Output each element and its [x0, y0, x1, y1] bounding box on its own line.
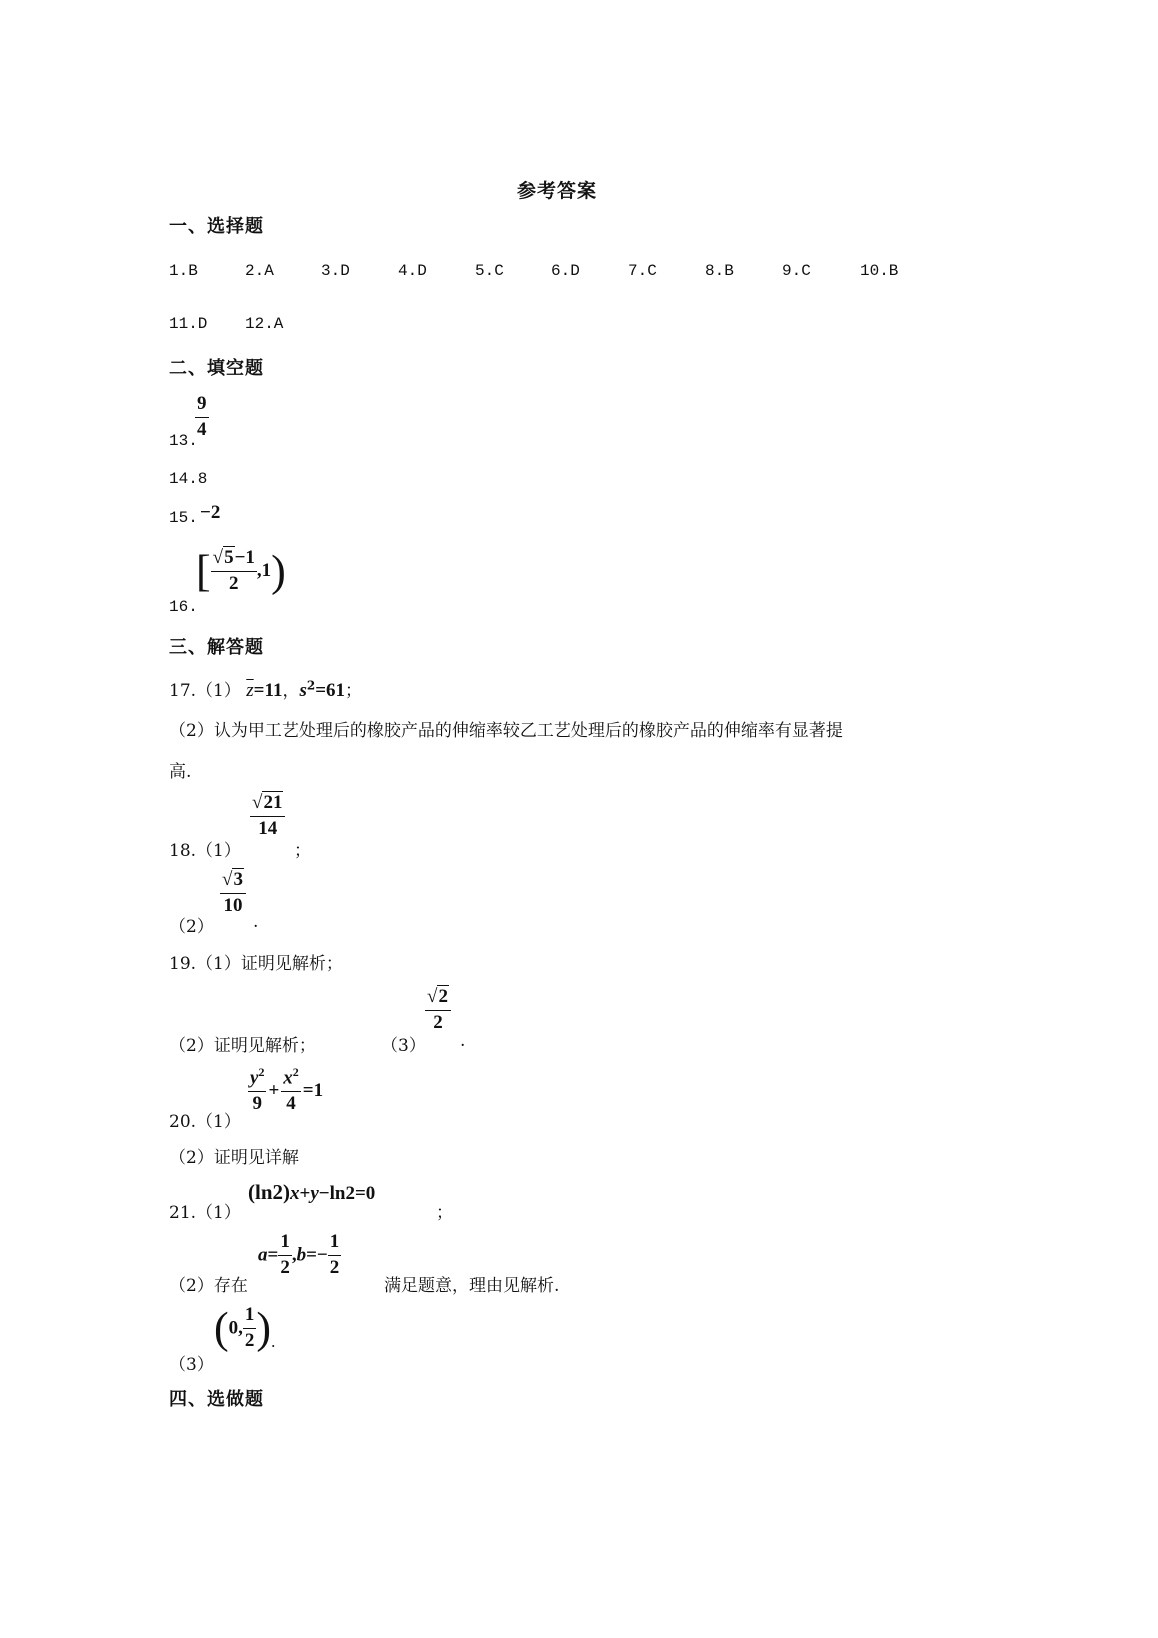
q21-b: b — [296, 1244, 307, 1266]
q17-s-exponent: 2 — [306, 678, 316, 693]
q16-label: 16. — [169, 598, 198, 616]
section-heading-choice: 一、选择题 — [169, 216, 264, 237]
q17-part2-line1: （2）认为甲工艺处理后的橡胶产品的伸缩率较乙工艺处理后的橡胶产品的伸缩率有显著提 — [169, 721, 843, 741]
q21-ln2-coeff: (ln2) — [248, 1180, 290, 1204]
q17-zbar: $\overline{z}$ — [246, 680, 254, 701]
q21-a: a — [258, 1244, 268, 1266]
q19-part2: （2）证明见解析； — [169, 1036, 316, 1056]
section-heading-optional: 四、选做题 — [169, 1389, 264, 1410]
q18-label: 18.（1） — [169, 841, 241, 861]
q20-label: 20.（1） — [169, 1112, 241, 1132]
q17-mean-value: =11 — [253, 680, 283, 701]
q13-denominator: 4 — [197, 418, 207, 440]
q21-comma: , — [291, 1244, 297, 1266]
q15-value: −2 — [200, 502, 221, 523]
q21-rest: −ln2=0 — [318, 1183, 376, 1204]
mc-answer: 6.D — [551, 262, 580, 280]
q18-end-1: ； — [294, 841, 311, 861]
q20-part2: （2）证明见详解 — [169, 1148, 299, 1168]
q18-denominator-1: 14 — [258, 817, 278, 839]
q21-a-equals: = — [267, 1244, 279, 1266]
q18-denominator-2: 10 — [223, 894, 243, 916]
q19-fraction: $\frac{√2}{2}$ — [425, 987, 451, 1034]
q15-label: 15. — [169, 509, 198, 527]
q18-fraction-1: $\frac{√21}{14}$ — [250, 793, 285, 840]
q21-c-numerator: 1 — [243, 1305, 257, 1329]
section-heading-solve: 三、解答题 — [169, 637, 264, 658]
mc-answer: 11.D — [169, 315, 208, 333]
mc-answer: 5.C — [475, 262, 504, 280]
mc-answer: 3.D — [321, 262, 350, 280]
q20-x: x — [283, 1067, 293, 1089]
q19-part1: 19.（1）证明见解析； — [169, 954, 343, 974]
mc-answer: 2.A — [245, 262, 274, 280]
q21-right-paren: ) — [256, 1303, 272, 1353]
q18-fraction-2: $\frac{√3}{10}$ — [220, 870, 246, 917]
q21-b-equals: =− — [306, 1244, 328, 1266]
q21-y: y — [310, 1183, 319, 1204]
q13-fraction — [195, 394, 209, 441]
q16-denominator: 2 — [229, 572, 239, 594]
q21-interval — [214, 1305, 275, 1352]
q20-x-exponent: 2 — [292, 1065, 299, 1079]
q20-x-denominator: 4 — [286, 1093, 296, 1115]
q19-end: . — [460, 1031, 466, 1051]
q17-s-symbol: s — [299, 680, 307, 701]
q21-b-denominator: 2 — [329, 1256, 340, 1278]
q21-end-1: ； — [436, 1203, 453, 1223]
mc-answer: 10.B — [860, 262, 899, 280]
mc-answer: 1.B — [169, 262, 198, 280]
q21-b-numerator: 1 — [328, 1232, 342, 1256]
q17-label: 17.（1） — [169, 681, 241, 701]
q21-c-denominator: 2 — [244, 1329, 255, 1351]
section-heading-fill: 二、填空题 — [169, 358, 264, 379]
q18-end-2: . — [253, 912, 259, 932]
q19-denominator: 2 — [433, 1011, 443, 1033]
q20-plus: + — [268, 1079, 280, 1101]
q21-part2-tail: 满足题意，理由见解析. — [384, 1276, 560, 1296]
mc-answer: 4.D — [398, 262, 427, 280]
q16-right-bracket: ) — [271, 546, 286, 596]
q16-interval — [196, 548, 286, 595]
mc-answer: 7.C — [628, 262, 657, 280]
q21-plus: + — [299, 1183, 311, 1204]
mc-answer: 9.C — [782, 262, 811, 280]
q19-numerator: 2 — [438, 986, 448, 1007]
q21-end-3: . — [271, 1331, 276, 1351]
q13-label: 13. — [169, 432, 198, 450]
mc-answer: 12.A — [245, 315, 284, 333]
q16-left-bracket: [ — [196, 546, 211, 596]
q14-answer: 14.8 — [169, 470, 208, 488]
q21-label: 21.（1） — [169, 1203, 241, 1223]
page-title: 参考答案 — [517, 180, 598, 202]
q18-numerator-1: 21 — [263, 792, 283, 813]
q21-label-2: （2）存在 — [169, 1276, 248, 1296]
q21-x: x — [290, 1183, 300, 1204]
q16-tail: ,1 — [256, 559, 272, 581]
q19-label-3: （3） — [381, 1036, 426, 1056]
q17-end: ； — [345, 681, 363, 701]
q17-variance-value: =61 — [315, 680, 346, 701]
q20-ellipse-equation — [248, 1066, 323, 1115]
q21-zero: 0, — [228, 1317, 243, 1339]
q17-separator: ， — [282, 681, 300, 701]
q17-line1 — [169, 676, 362, 702]
q18-numerator-2: 3 — [233, 869, 243, 890]
q21-label-3: （3） — [169, 1355, 214, 1375]
q21-tangent-line — [248, 1180, 375, 1205]
q21-a-denominator: 2 — [280, 1256, 290, 1278]
q13-numerator: 9 — [195, 394, 209, 418]
q16-numerator: √5−1 — [211, 548, 257, 572]
q21-ab-values — [258, 1232, 341, 1279]
q20-y-denominator: 9 — [252, 1093, 262, 1115]
q20-equals-one: =1 — [302, 1079, 324, 1101]
mc-answer: 8.B — [705, 262, 734, 280]
q18-label-2: （2） — [169, 917, 214, 937]
q20-y-exponent: 2 — [258, 1065, 265, 1079]
q20-y: y — [250, 1067, 259, 1089]
q21-left-paren: ( — [214, 1303, 229, 1353]
q21-a-numerator: 1 — [278, 1232, 292, 1256]
q17-part2-line2: 高. — [169, 762, 192, 782]
